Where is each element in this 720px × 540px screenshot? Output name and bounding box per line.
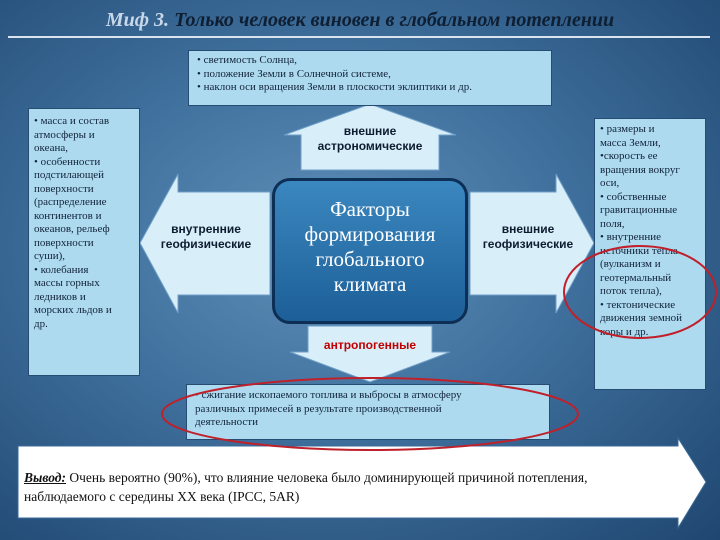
list-item: атмосферы и: [34, 128, 95, 141]
list-item: суши),: [34, 250, 66, 262]
arrow-label-line: внешние: [343, 124, 397, 138]
list-item: ледников и: [34, 290, 86, 303]
list-item: • сжигание ископаемого топлива и выбросы в атмосферу: [195, 389, 462, 401]
list-item: • внутренние: [600, 231, 662, 243]
list-item: деятельности: [195, 416, 258, 428]
external-geophysical-box: [594, 118, 706, 390]
list-item: подстилающей: [34, 169, 105, 181]
conclusion-text: Очень вероятно (90%), что влияние человека было доминирующей причиной потепления, наблюдаемого с середины XX века (IPCC, 5AR): [24, 470, 588, 504]
anthropogenic-factors-box: [186, 384, 550, 440]
climate-factors-center: [272, 178, 468, 324]
list-item: океанов, рельеф: [34, 223, 110, 235]
list-item: масса Земли,: [600, 136, 661, 149]
arrow-label-line: геофизические: [160, 237, 252, 251]
list-item: (вулканизм и: [600, 258, 661, 270]
list-item: движения земной: [600, 312, 683, 324]
list-item: • наклон оси вращения Земли в плоскости эклиптики и др.: [197, 81, 472, 93]
list-item: • масса и состав: [34, 115, 110, 127]
list-item: • светимость Солнца,: [197, 54, 297, 66]
arrow-label-line: внешние: [501, 222, 555, 236]
arrow-down-anthropogenic: [290, 326, 450, 382]
list-item: коры и др.: [600, 325, 649, 338]
list-item: оси,: [600, 177, 620, 189]
list-item: морских льдов и: [34, 304, 112, 316]
internal-geophysical-box: [28, 108, 140, 376]
list-item: поля,: [600, 217, 625, 230]
arrow-label-top: [300, 124, 440, 154]
list-item: источники тепла: [600, 244, 678, 257]
list-item: геотермальный: [600, 271, 672, 284]
list-item: • колебания: [34, 263, 89, 276]
list-item: различных примесей в результате производственной: [195, 402, 442, 415]
astronomical-factors-box: [188, 50, 552, 106]
title-statement: Только человек виновен в глобальном потеплении: [174, 9, 615, 31]
list-item: океана,: [34, 142, 68, 154]
list-item: гравитационные: [600, 204, 678, 216]
list-item: • тектонические: [600, 298, 676, 311]
center-line: климата: [333, 272, 407, 296]
list-item: • размеры и: [600, 123, 655, 135]
list-item: поверхности: [34, 236, 94, 249]
center-line: глобального: [315, 247, 425, 271]
list-item: (распределение: [34, 196, 107, 208]
list-item: • собственные: [600, 190, 667, 203]
list-item: • положение Земли в Солнечной системе,: [197, 67, 391, 80]
arrow-label-line: геофизические: [482, 237, 574, 251]
arrow-label-line: астрономические: [317, 139, 423, 153]
list-item: поверхности: [34, 182, 94, 195]
title-myth-number: Миф 3.: [105, 9, 170, 31]
arrow-label-line: внутренние: [171, 222, 241, 236]
list-item: вращения вокруг: [600, 163, 680, 176]
arrow-label-left: [142, 222, 270, 252]
list-item: континентов и: [34, 209, 102, 222]
list-item: •скорость ее: [600, 150, 658, 162]
arrow-label-bottom: антропогенные: [323, 338, 417, 352]
list-item: массы горных: [34, 277, 100, 289]
list-item: поток тепла),: [600, 285, 662, 297]
center-line: формирования: [304, 222, 436, 246]
list-item: • особенности: [34, 155, 101, 168]
arrow-label-right: [470, 222, 586, 252]
conclusion-box: [18, 446, 678, 518]
list-item: др.: [34, 317, 48, 330]
center-line: Факторы: [330, 197, 410, 221]
conclusion-label: Вывод:: [24, 470, 66, 485]
